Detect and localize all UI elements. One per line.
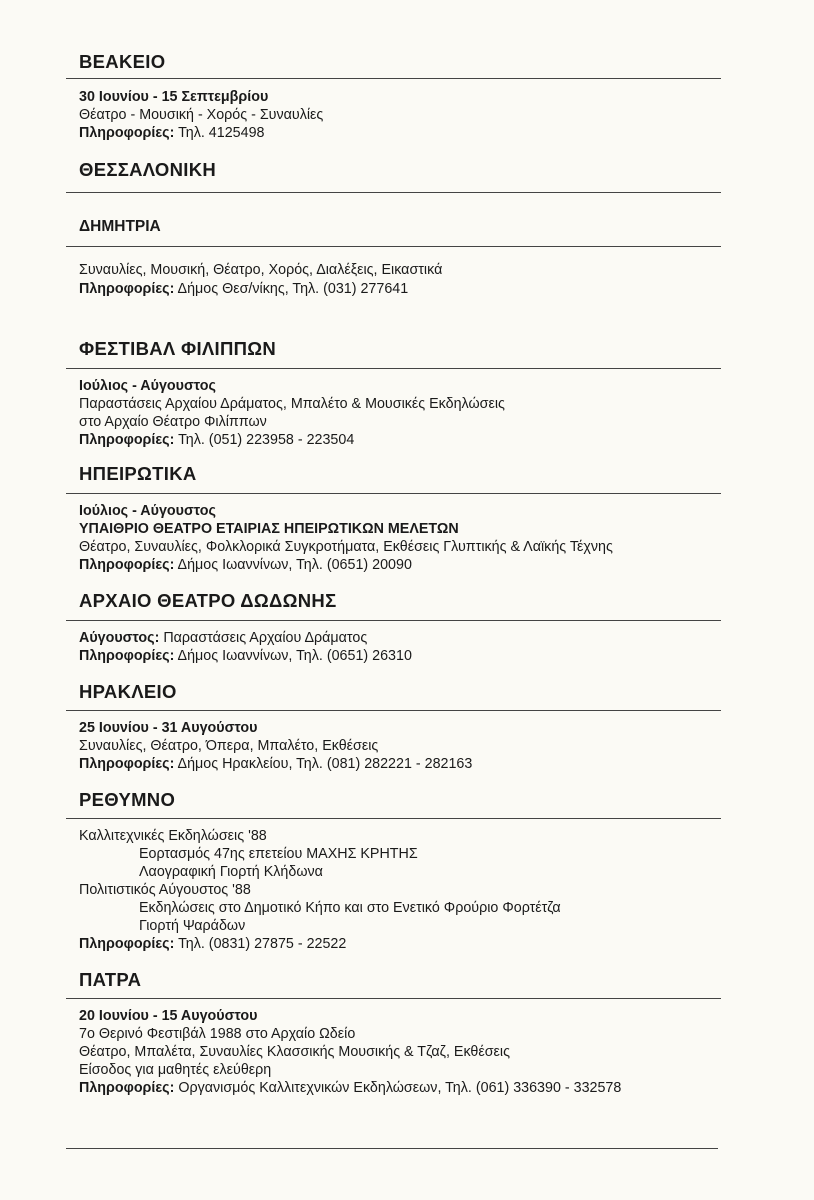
info-label: Πληροφορίες: (79, 432, 175, 448)
divider (66, 998, 721, 999)
info-label: Πληροφορίες: (79, 557, 175, 573)
subsection-title: ΔΗΜΗΤΡΙΑ (79, 218, 161, 235)
info-line (79, 431, 354, 449)
info-value: Δήμος Ηρακλείου, Τηλ. (081) 282221 - 282163 (177, 756, 473, 772)
month-line (79, 629, 367, 647)
info-value: Τηλ. 4125498 (178, 125, 265, 141)
description: Συναυλίες, Μουσική, Θέατρο, Χορός, Διαλέξεις, Εικαστικά (79, 262, 443, 278)
dates: 20 Ιουνίου - 15 Αυγούστου (79, 1008, 258, 1024)
info-line (79, 647, 412, 665)
section-title-rethymno: ΡΕΘΥΜΝΟ (79, 789, 176, 810)
dates: 25 Ιουνίου - 31 Αυγούστου (79, 720, 258, 736)
description: στο Αρχαίο Θέατρο Φιλίππων (79, 414, 267, 430)
description: Θέατρο - Μουσική - Χορός - Συναυλίες (79, 107, 324, 123)
info-value: Δήμος Θεσ/νίκης, Τηλ. (031) 277641 (177, 281, 409, 297)
info-label: Πληροφορίες: (79, 756, 175, 772)
section-title-ipeirotika: ΗΠΕΙΡΩΤΙΚΑ (79, 463, 197, 484)
divider (66, 246, 721, 247)
info-line (79, 124, 264, 142)
event-line: Εορτασμός 47ης επετείου ΜΑΧΗΣ ΚΡΗΤΗΣ (139, 846, 418, 862)
description: Παραστάσεις Αρχαίου Δράματος, Μπαλέτο & Μουσικές Εκδηλώσεις (79, 396, 505, 412)
info-label: Πληροφορίες: (79, 125, 175, 141)
info-label: Πληροφορίες: (79, 1080, 175, 1096)
description: Συναυλίες, Θέατρο, Όπερα, Μπαλέτο, Εκθέσεις (79, 738, 379, 754)
section-title-vekeio: ΒΕΑΚΕΙΟ (79, 51, 166, 72)
dates: 30 Ιουνίου - 15 Σεπτεμβρίου (79, 89, 269, 105)
section-title-dodoni: ΑΡΧΑΙΟ ΘΕΑΤΡΟ ΔΩΔΩΝΗΣ (79, 590, 337, 611)
info-value: Δήμος Ιωαννίνων, Τηλ. (0651) 26310 (177, 648, 412, 664)
event-line: Πολιτιστικός Αύγουστος '88 (79, 882, 251, 898)
divider (66, 78, 721, 79)
info-line (79, 755, 472, 773)
description: Παραστάσεις Αρχαίου Δράματος (163, 630, 368, 646)
divider (66, 710, 721, 711)
info-value: Οργανισμός Καλλιτεχνικών Εκδηλώσεων, Τηλ. (061) 336390 - 332578 (178, 1080, 622, 1096)
info-value: Τηλ. (0831) 27875 - 22522 (178, 936, 347, 952)
dates: Ιούλιος - Αύγουστος (79, 378, 216, 394)
info-label: Πληροφορίες: (79, 648, 175, 664)
section-title-irakleio: ΗΡΑΚΛΕΙΟ (79, 681, 177, 702)
month-label: Αύγουστος: (79, 630, 160, 646)
info-label: Πληροφορίες: (79, 936, 175, 952)
event-line: Εκδηλώσεις στο Δημοτικό Κήπο και στο Ενετικό Φρούριο Φορτέτζα (139, 900, 561, 916)
section-title-thessaloniki: ΘΕΣΣΑΛΟΝΙΚΗ (79, 159, 217, 180)
description: Είσοδος για μαθητές ελεύθερη (79, 1062, 272, 1078)
divider (66, 493, 721, 494)
event-line: Καλλιτεχνικές Εκδηλώσεις '88 (79, 828, 267, 844)
divider (66, 368, 721, 369)
description: Θέατρο, Συναυλίες, Φολκλορικά Συγκροτήματα, Εκθέσεις Γλυπτικής & Λαϊκής Τέχνης (79, 539, 613, 555)
section-title-patra: ΠΑΤΡΑ (79, 969, 142, 990)
info-line (79, 1079, 621, 1097)
divider (66, 818, 721, 819)
dates: Ιούλιος - Αύγουστος (79, 503, 216, 519)
info-line (79, 556, 412, 574)
event-line: Λαογραφική Γιορτή Κλήδωνα (139, 864, 323, 880)
divider (66, 192, 721, 193)
info-line (79, 280, 408, 298)
description: 7ο Θερινό Φεστιβάλ 1988 στο Αρχαίο Ωδείο (79, 1026, 356, 1042)
section-title-filippoi: ΦΕΣΤΙΒΑΛ ΦΙΛΙΠΠΩΝ (79, 338, 277, 359)
info-label: Πληροφορίες: (79, 281, 175, 297)
venue: ΥΠΑΙΘΡΙΟ ΘΕΑΤΡΟ ΕΤΑΙΡΙΑΣ ΗΠΕΙΡΩΤΙΚΩΝ ΜΕΛΕΤΩΝ (79, 521, 459, 537)
divider (66, 620, 721, 621)
info-line (79, 935, 346, 953)
event-line: Γιορτή Ψαράδων (139, 918, 246, 934)
info-value: Δήμος Ιωαννίνων, Τηλ. (0651) 20090 (177, 557, 412, 573)
footer-divider (66, 1148, 718, 1149)
description: Θέατρο, Μπαλέτα, Συναυλίες Κλασσικής Μουσικής & Τζαζ, Εκθέσεις (79, 1044, 511, 1060)
info-value: Τηλ. (051) 223958 - 223504 (178, 432, 355, 448)
